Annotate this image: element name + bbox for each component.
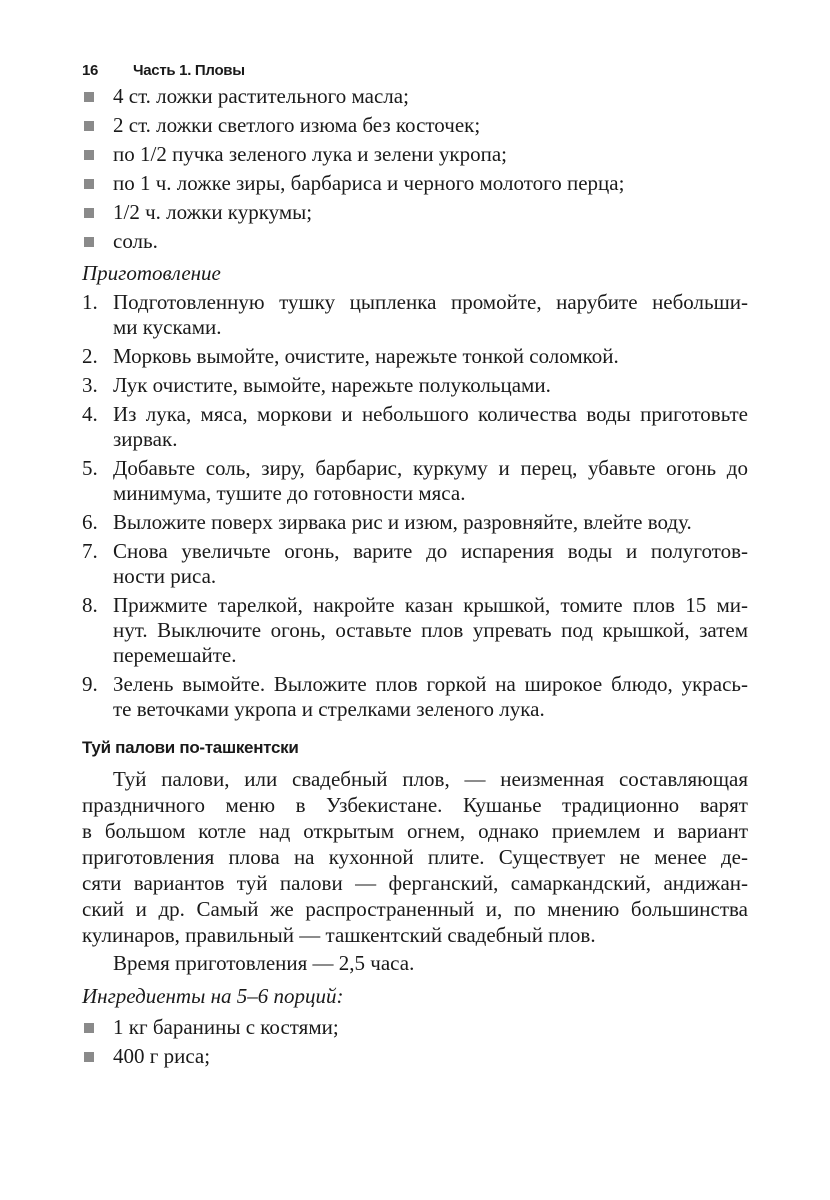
step-item [82,672,748,722]
step-item [82,456,748,506]
step-number: 6. [82,510,98,534]
step-number: 3. [82,373,98,397]
step-item [82,344,748,369]
bullet-square-icon [84,121,94,131]
list-item-text: 400 г риса; [113,1044,211,1068]
bullet-square-icon [84,237,94,247]
step-item [82,402,748,452]
paragraph-line: приготовления плова на кухонной плите. Существует не менее де- [82,845,748,869]
paragraph-line: кулинаров, правильный — ташкентский свадебный плов. [82,923,596,947]
ingredient-list-top [82,82,748,256]
list-item-text: по 1/2 пучка зеленого лука и зелени укропа; [113,142,507,166]
paragraph-line: Туй палови, или свадебный плов, — неизменная составляющая [113,767,748,791]
paragraph-line: праздничного меню в Узбекистане. Кушанье традиционно варят [82,793,748,817]
list-item [82,227,748,256]
list-item-text: 4 ст. ложки растительного масла; [113,84,409,108]
list-item [82,169,748,198]
step-line: те веточками укропа и стрелками зеленого лука. [113,697,545,721]
step-line: минимума, тушите до готовности мяса. [113,481,466,505]
ingredients-heading: Ингредиенты на 5–6 порций: [82,984,344,1008]
list-item [82,198,748,227]
list-item [82,1042,748,1071]
step-line: Морковь вымойте, очистите, нарежьте тонкой соломкой. [113,344,619,368]
list-item [82,111,748,140]
step-line: зирвак. [113,427,178,451]
recipe-title: Туй палови по-ташкентски [82,738,299,757]
step-line: Зелень вымойте. Выложите плов горкой на широкое блюдо, укрась- [113,672,748,696]
step-line: Добавьте соль, зиру, барбарис, куркуму и перец, убавьте огонь до [113,456,748,480]
ingredient-list-bottom [82,1013,748,1071]
step-line: Прижмите тарелкой, накройте казан крышкой, томите плов 15 ми- [113,593,748,617]
step-item [82,593,748,668]
step-line: Подготовленную тушку цыпленка промойте, нарубите небольши- [113,290,748,314]
step-number: 7. [82,539,98,563]
steps-list [82,290,748,722]
running-header [82,62,245,79]
intro-paragraph [82,766,748,948]
step-line: ности риса. [113,564,217,588]
paragraph-line: ский и др. Самый же распространенный и, по мнению большинства [82,897,748,921]
step-number: 8. [82,593,98,617]
section-title: Часть 1. Пловы [133,62,245,79]
page-body [82,82,748,1071]
bullet-square-icon [84,150,94,160]
step-line: перемешайте. [113,643,237,667]
bullet-square-icon [84,92,94,102]
bullet-square-icon [84,1023,94,1033]
bullet-square-icon [84,208,94,218]
step-line: Лук очистите, вымойте, нарежьте полукольцами. [113,373,551,397]
step-line: нут. Выключите огонь, оставьте плов упревать под крышкой, затем [113,618,748,642]
list-item-text: 1 кг баранины с костями; [113,1015,339,1039]
page-number: 16 [82,62,99,79]
preparation-heading: Приготовление [82,261,221,285]
list-item-text: 1/2 ч. ложки куркумы; [113,200,313,224]
bullet-square-icon [84,179,94,189]
step-item [82,539,748,589]
step-line: Выложите поверх зирвака рис и изюм, разровняйте, влейте воду. [113,510,692,534]
list-item-text: по 1 ч. ложке зиры, барбариса и черного молотого перца; [113,171,625,195]
step-number: 4. [82,402,98,426]
list-item-text: 2 ст. ложки светлого изюма без косточек; [113,113,481,137]
paragraph-line: сяти вариантов туй палови — ферганский, самаркандский, андижан- [82,871,748,895]
step-number: 1. [82,290,98,314]
step-line: Снова увеличьте огонь, варите до испарения воды и полуготов- [113,539,748,563]
list-item [82,1013,748,1042]
step-item [82,290,748,340]
step-item [82,373,748,398]
step-item [82,510,748,535]
list-item [82,140,748,169]
paragraph-line: в большом котле над открытым огнем, однако приемлем и вариант [82,819,748,843]
bullet-square-icon [84,1052,94,1062]
list-item [82,82,748,111]
list-item-text: соль. [113,229,158,253]
step-number: 5. [82,456,98,480]
step-number: 9. [82,672,98,696]
step-number: 2. [82,344,98,368]
step-line: ми кусками. [113,315,222,339]
step-line: Из лука, мяса, моркови и небольшого количества воды приготовьте [113,402,748,426]
cooking-time: Время приготовления — 2,5 часа. [113,951,415,975]
